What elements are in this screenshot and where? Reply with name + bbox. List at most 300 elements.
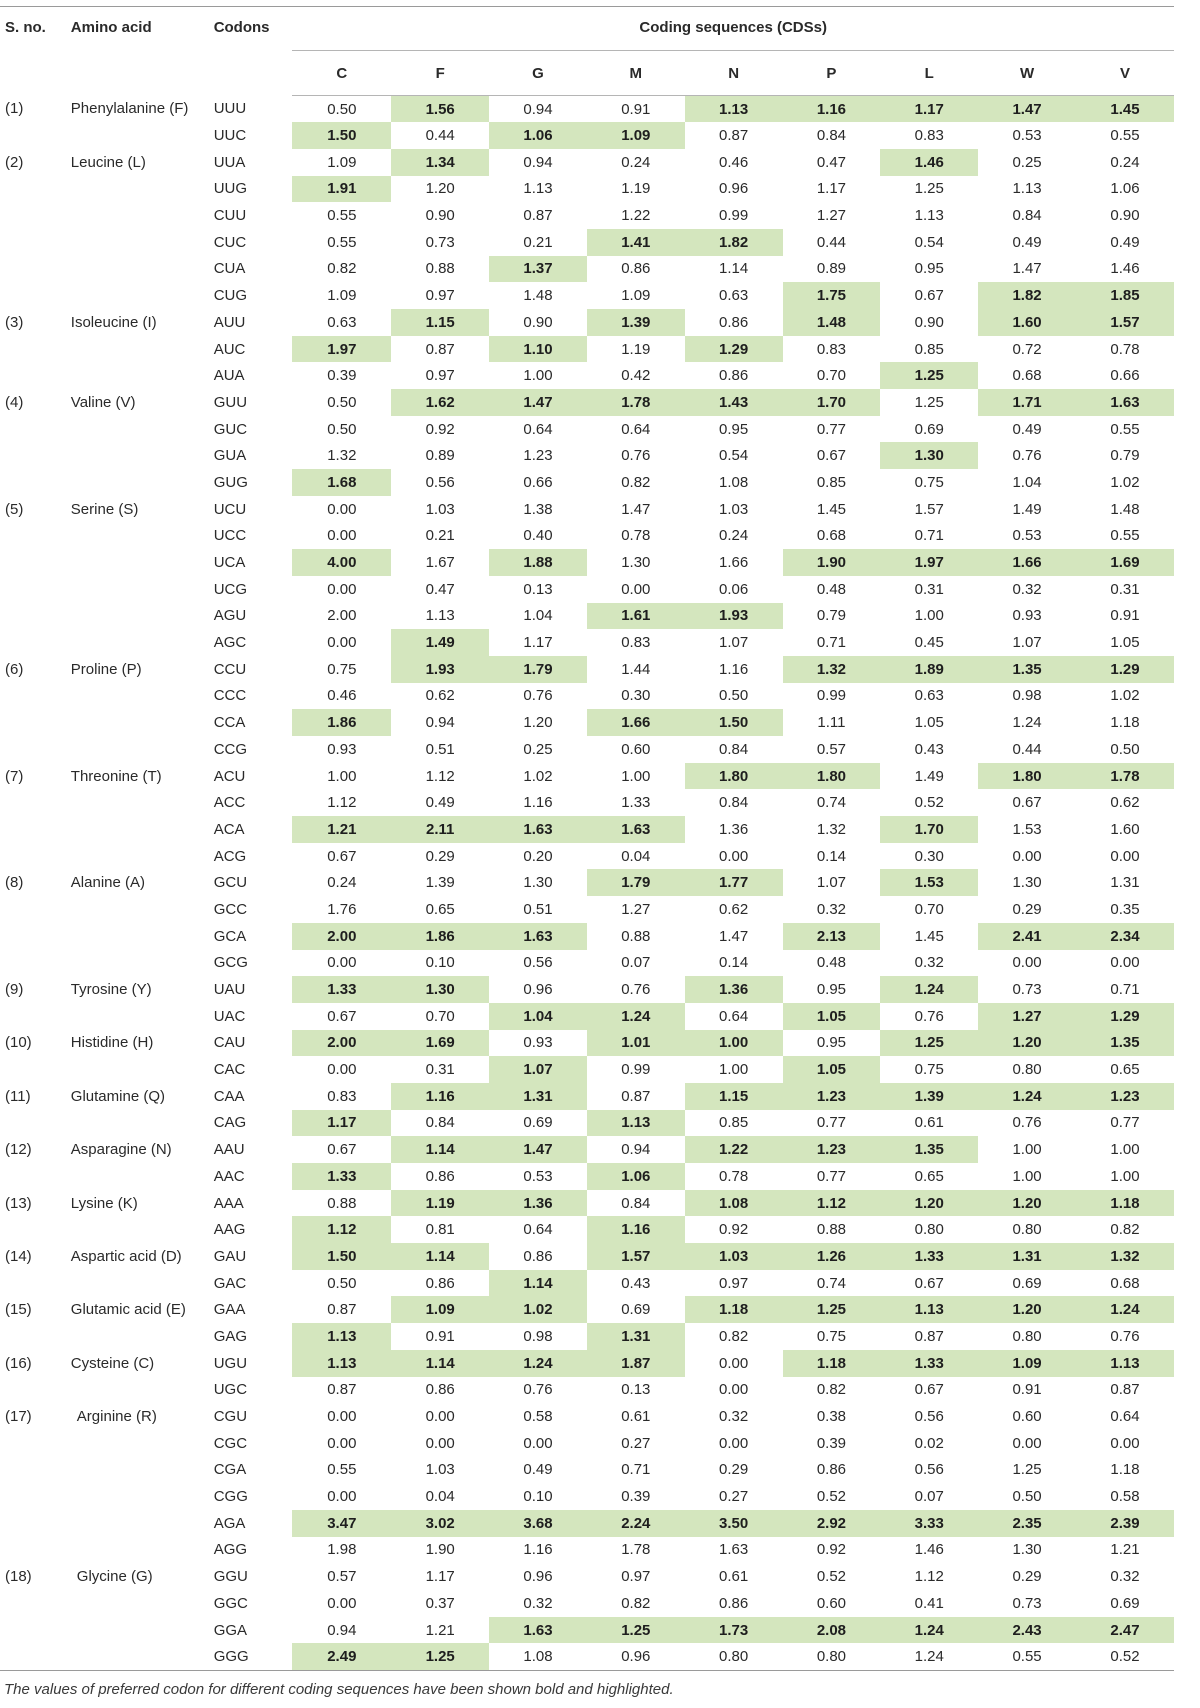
value-cell-l: 1.25 bbox=[914, 393, 944, 411]
row-sno bbox=[0, 1457, 69, 1484]
row-sno bbox=[0, 950, 69, 977]
value-cell-n: 0.95 bbox=[719, 420, 749, 438]
value-cell-m: 0.94 bbox=[621, 1141, 651, 1159]
value-cell-l: 1.35 bbox=[880, 1136, 978, 1163]
value-cell-l: 0.70 bbox=[914, 900, 944, 918]
value-cell-l: 0.71 bbox=[914, 527, 944, 545]
row-sno bbox=[0, 923, 69, 950]
value-cell-p: 0.52 bbox=[816, 1568, 847, 1586]
value-cell-w: 0.80 bbox=[1012, 1221, 1042, 1239]
row-amino-acid bbox=[69, 549, 211, 576]
value-cell-w: 1.07 bbox=[1012, 634, 1042, 652]
value-cell-n: 0.97 bbox=[719, 1274, 749, 1292]
value-cell-w: 1.13 bbox=[1012, 180, 1042, 198]
value-cell-v: 1.18 bbox=[1110, 1461, 1140, 1479]
row-codon: UAC bbox=[213, 1007, 246, 1025]
value-cell-p: 0.88 bbox=[816, 1221, 847, 1239]
value-cell-p: 1.16 bbox=[783, 96, 881, 123]
value-cell-c: 0.87 bbox=[327, 1301, 357, 1319]
value-cell-f: 0.84 bbox=[425, 1114, 455, 1132]
row-codon: AGC bbox=[213, 634, 247, 652]
value-cell-f: 1.62 bbox=[391, 389, 489, 416]
value-cell-l: 0.31 bbox=[914, 580, 944, 598]
value-cell-l: 1.33 bbox=[880, 1350, 978, 1377]
value-cell-n: 1.29 bbox=[685, 336, 783, 363]
value-cell-c: 1.13 bbox=[292, 1350, 391, 1377]
row-sno: (10) bbox=[5, 1034, 32, 1052]
value-cell-l: 1.24 bbox=[880, 1643, 978, 1670]
value-cell-f: 0.47 bbox=[425, 580, 455, 598]
value-cell-n: 0.50 bbox=[719, 687, 749, 705]
value-cell-c: 0.55 bbox=[327, 1461, 357, 1479]
value-cell-w: 1.20 bbox=[978, 1296, 1076, 1323]
value-cell-m: 0.82 bbox=[621, 473, 651, 491]
value-cell-f: 1.86 bbox=[391, 923, 489, 950]
value-cell-p: 0.48 bbox=[816, 954, 847, 972]
row-codon: CUG bbox=[213, 287, 248, 305]
value-cell-v: 1.18 bbox=[1076, 1190, 1174, 1217]
value-cell-c: 0.50 bbox=[327, 100, 357, 118]
value-cell-m: 0.76 bbox=[621, 981, 651, 999]
value-cell-g: 1.07 bbox=[489, 1056, 587, 1083]
value-cell-f: 1.16 bbox=[391, 1083, 489, 1110]
value-cell-n: 0.00 bbox=[719, 1354, 749, 1372]
table-row bbox=[0, 1296, 1174, 1323]
value-cell-g: 0.58 bbox=[523, 1408, 553, 1426]
value-cell-g: 0.21 bbox=[523, 233, 553, 251]
row-codon: UUC bbox=[213, 127, 247, 145]
row-codon: AAU bbox=[213, 1141, 245, 1159]
value-cell-p: 1.27 bbox=[816, 207, 847, 225]
value-cell-m: 0.61 bbox=[621, 1408, 651, 1426]
table-row bbox=[0, 229, 1174, 256]
table-row bbox=[0, 1323, 1174, 1350]
row-codon: ACU bbox=[213, 767, 246, 785]
row-sno bbox=[0, 1163, 69, 1190]
row-sno bbox=[0, 896, 69, 923]
row-sno bbox=[0, 816, 69, 843]
row-codon: UCG bbox=[213, 580, 248, 598]
value-cell-f: 1.03 bbox=[425, 500, 455, 518]
value-cell-w: 0.73 bbox=[1012, 981, 1042, 999]
row-sno bbox=[0, 469, 69, 496]
table-row bbox=[0, 1216, 1174, 1243]
value-cell-g: 0.20 bbox=[523, 847, 553, 865]
value-cell-c: 0.67 bbox=[327, 847, 357, 865]
value-cell-w: 0.84 bbox=[1012, 207, 1042, 225]
value-cell-m: 2.24 bbox=[587, 1510, 685, 1537]
value-cell-c: 0.75 bbox=[327, 660, 357, 678]
value-cell-v: 0.87 bbox=[1110, 1381, 1140, 1399]
value-cell-m: 1.16 bbox=[587, 1216, 685, 1243]
value-cell-v: 0.78 bbox=[1110, 340, 1140, 358]
value-cell-p: 0.68 bbox=[816, 527, 847, 545]
value-cell-n: 1.13 bbox=[685, 96, 783, 123]
value-cell-v: 1.57 bbox=[1076, 309, 1174, 336]
value-cell-l: 1.25 bbox=[880, 362, 978, 389]
row-amino-acid: Lysine (K) bbox=[70, 1194, 138, 1212]
row-amino-acid bbox=[69, 1430, 211, 1457]
value-cell-w: 0.93 bbox=[1012, 607, 1042, 625]
value-cell-g: 1.06 bbox=[489, 122, 587, 149]
row-sno bbox=[0, 1110, 69, 1137]
value-cell-w: 1.00 bbox=[1012, 1141, 1042, 1159]
value-cell-c: 1.12 bbox=[292, 1216, 391, 1243]
value-cell-v: 0.49 bbox=[1110, 233, 1140, 251]
value-cell-l: 1.33 bbox=[880, 1243, 978, 1270]
row-amino-acid bbox=[69, 1483, 211, 1510]
value-cell-m: 1.79 bbox=[587, 869, 685, 896]
value-cell-l: 0.67 bbox=[914, 287, 944, 305]
value-cell-v: 0.31 bbox=[1110, 580, 1140, 598]
row-sno bbox=[0, 1483, 69, 1510]
value-cell-f: 0.10 bbox=[425, 954, 455, 972]
value-cell-m: 1.39 bbox=[587, 309, 685, 336]
value-cell-m: 0.43 bbox=[621, 1274, 651, 1292]
value-cell-w: 0.25 bbox=[1012, 153, 1042, 171]
value-cell-n: 0.54 bbox=[719, 447, 749, 465]
value-cell-f: 1.34 bbox=[391, 149, 489, 176]
value-cell-l: 0.69 bbox=[914, 420, 944, 438]
value-cell-c: 3.47 bbox=[292, 1510, 391, 1537]
row-sno: (2) bbox=[5, 153, 24, 171]
value-cell-v: 1.00 bbox=[1110, 1167, 1140, 1185]
row-codon: AUU bbox=[213, 313, 246, 331]
value-cell-w: 0.00 bbox=[1012, 954, 1042, 972]
value-cell-v: 0.69 bbox=[1110, 1594, 1140, 1612]
value-cell-m: 1.87 bbox=[587, 1350, 685, 1377]
row-codon: CAC bbox=[213, 1061, 246, 1079]
table-row bbox=[0, 816, 1174, 843]
value-cell-n: 1.36 bbox=[685, 976, 783, 1003]
value-cell-p: 0.48 bbox=[816, 580, 847, 598]
row-amino-acid: Alanine (A) bbox=[70, 874, 145, 892]
value-cell-f: 1.69 bbox=[391, 1030, 489, 1057]
table-footnote: The values of preferred codon for different coding sequences have been shown bold and highlighted. bbox=[4, 1681, 674, 1698]
row-sno bbox=[0, 603, 69, 630]
value-cell-m: 0.24 bbox=[621, 153, 651, 171]
row-codon: CCA bbox=[213, 714, 246, 732]
value-cell-v: 1.06 bbox=[1110, 180, 1140, 198]
value-cell-p: 0.77 bbox=[816, 420, 847, 438]
row-sno: (8) bbox=[5, 874, 24, 892]
row-sno: (5) bbox=[5, 500, 24, 518]
row-amino-acid bbox=[69, 576, 211, 603]
value-cell-v: 0.55 bbox=[1110, 527, 1140, 545]
row-amino-acid bbox=[69, 362, 211, 389]
value-cell-g: 0.25 bbox=[523, 740, 553, 758]
value-cell-n: 1.80 bbox=[685, 763, 783, 790]
value-cell-m: 1.63 bbox=[587, 816, 685, 843]
value-cell-c: 4.00 bbox=[292, 549, 391, 576]
value-cell-w: 1.71 bbox=[978, 389, 1076, 416]
value-cell-l: 0.54 bbox=[914, 233, 944, 251]
value-cell-m: 0.60 bbox=[621, 740, 651, 758]
value-cell-c: 2.49 bbox=[292, 1643, 391, 1670]
value-cell-m: 1.01 bbox=[587, 1030, 685, 1057]
value-cell-f: 0.62 bbox=[425, 687, 455, 705]
value-cell-p: 0.57 bbox=[816, 740, 847, 758]
row-sno bbox=[0, 549, 69, 576]
table-row bbox=[0, 923, 1174, 950]
value-cell-w: 0.32 bbox=[1012, 580, 1042, 598]
row-codon: AAG bbox=[213, 1221, 246, 1239]
value-cell-l: 0.85 bbox=[914, 340, 944, 358]
row-amino-acid bbox=[69, 709, 211, 736]
value-cell-n: 1.00 bbox=[719, 1061, 749, 1079]
row-amino-acid bbox=[69, 629, 211, 656]
row-amino-acid: Cysteine (C) bbox=[70, 1354, 155, 1372]
value-cell-l: 0.52 bbox=[914, 794, 944, 812]
value-cell-g: 1.47 bbox=[489, 1136, 587, 1163]
row-amino-acid bbox=[69, 202, 211, 229]
row-codon: GUU bbox=[213, 393, 248, 411]
value-cell-n: 1.03 bbox=[685, 1243, 783, 1270]
value-cell-c: 1.98 bbox=[327, 1541, 357, 1559]
value-cell-m: 1.61 bbox=[587, 603, 685, 630]
header-sno: S. no. bbox=[0, 7, 69, 96]
value-cell-w: 1.27 bbox=[978, 1003, 1076, 1030]
value-cell-f: 1.39 bbox=[425, 874, 455, 892]
value-cell-l: 1.39 bbox=[880, 1083, 978, 1110]
table-row bbox=[0, 1617, 1174, 1644]
value-cell-g: 1.16 bbox=[523, 1541, 553, 1559]
value-cell-l: 0.30 bbox=[914, 847, 944, 865]
value-cell-n: 0.64 bbox=[719, 1007, 749, 1025]
row-codon: CCG bbox=[213, 740, 248, 758]
value-cell-v: 0.68 bbox=[1110, 1274, 1140, 1292]
header-codons: Codons bbox=[211, 7, 293, 96]
value-cell-w: 0.00 bbox=[1012, 1434, 1042, 1452]
value-cell-v: 1.29 bbox=[1076, 1003, 1174, 1030]
value-cell-v: 1.13 bbox=[1076, 1350, 1174, 1377]
value-cell-p: 2.08 bbox=[783, 1617, 881, 1644]
table-row bbox=[0, 1270, 1174, 1297]
row-sno bbox=[0, 1056, 69, 1083]
value-cell-l: 0.90 bbox=[914, 313, 944, 331]
value-cell-v: 0.71 bbox=[1110, 981, 1140, 999]
value-cell-n: 0.62 bbox=[719, 900, 749, 918]
table-row bbox=[0, 950, 1174, 977]
value-cell-c: 0.00 bbox=[327, 1408, 357, 1426]
row-amino-acid: Glutamine (Q) bbox=[70, 1087, 165, 1105]
value-cell-m: 1.25 bbox=[587, 1617, 685, 1644]
header-cds-f: F bbox=[391, 51, 489, 96]
value-cell-l: 0.83 bbox=[914, 127, 944, 145]
table-row bbox=[0, 629, 1174, 656]
value-cell-p: 0.47 bbox=[816, 153, 847, 171]
row-sno: (3) bbox=[5, 313, 24, 331]
value-cell-v: 0.52 bbox=[1076, 1643, 1174, 1670]
value-cell-v: 0.50 bbox=[1110, 740, 1140, 758]
row-sno bbox=[0, 1377, 69, 1404]
table-row bbox=[0, 96, 1174, 123]
value-cell-l: 0.87 bbox=[914, 1327, 944, 1345]
value-cell-w: 0.49 bbox=[1012, 233, 1042, 251]
value-cell-p: 1.25 bbox=[783, 1296, 881, 1323]
value-cell-c: 1.50 bbox=[292, 122, 391, 149]
row-codon: CAG bbox=[213, 1114, 247, 1132]
table-row bbox=[0, 1377, 1174, 1404]
value-cell-m: 0.83 bbox=[621, 634, 651, 652]
value-cell-f: 0.51 bbox=[425, 740, 455, 758]
value-cell-f: 0.29 bbox=[425, 847, 455, 865]
value-cell-p: 0.77 bbox=[816, 1114, 847, 1132]
value-cell-n: 0.99 bbox=[719, 207, 749, 225]
value-cell-g: 0.56 bbox=[523, 954, 553, 972]
row-codon: UAU bbox=[213, 981, 246, 999]
row-codon: GGU bbox=[213, 1568, 248, 1586]
value-cell-f: 0.86 bbox=[425, 1167, 455, 1185]
value-cell-n: 0.84 bbox=[719, 794, 749, 812]
value-cell-p: 0.79 bbox=[816, 607, 847, 625]
value-cell-w: 1.00 bbox=[1012, 1167, 1042, 1185]
row-amino-acid bbox=[69, 683, 211, 710]
value-cell-w: 1.66 bbox=[978, 549, 1076, 576]
value-cell-l: 1.20 bbox=[880, 1190, 978, 1217]
row-sno bbox=[0, 576, 69, 603]
row-sno bbox=[0, 1643, 69, 1670]
value-cell-p: 1.32 bbox=[783, 656, 881, 683]
row-amino-acid bbox=[69, 1510, 211, 1537]
row-sno: (11) bbox=[5, 1087, 31, 1105]
value-cell-g: 0.94 bbox=[523, 100, 553, 118]
value-cell-n: 0.46 bbox=[719, 153, 749, 171]
value-cell-c: 0.55 bbox=[327, 207, 357, 225]
value-cell-m: 0.71 bbox=[621, 1461, 651, 1479]
value-cell-p: 1.05 bbox=[783, 1056, 881, 1083]
value-cell-m: 1.27 bbox=[621, 900, 651, 918]
value-cell-w: 0.80 bbox=[1012, 1327, 1042, 1345]
value-cell-l: 1.89 bbox=[880, 656, 978, 683]
value-cell-g: 0.66 bbox=[523, 473, 553, 491]
header-cds-w: W bbox=[978, 51, 1076, 96]
value-cell-p: 1.18 bbox=[783, 1350, 881, 1377]
value-cell-v: 0.00 bbox=[1110, 847, 1140, 865]
value-cell-n: 0.78 bbox=[719, 1167, 749, 1185]
value-cell-c: 1.50 bbox=[292, 1243, 391, 1270]
table-row bbox=[0, 763, 1174, 790]
value-cell-v: 0.66 bbox=[1110, 367, 1140, 385]
value-cell-m: 0.13 bbox=[621, 1381, 651, 1399]
value-cell-c: 2.00 bbox=[292, 1030, 391, 1057]
row-sno bbox=[0, 1003, 69, 1030]
value-cell-g: 1.17 bbox=[523, 634, 553, 652]
value-cell-w: 0.55 bbox=[978, 1643, 1076, 1670]
value-cell-c: 0.00 bbox=[327, 500, 357, 518]
value-cell-v: 0.55 bbox=[1110, 420, 1140, 438]
row-amino-acid bbox=[69, 1537, 211, 1564]
value-cell-p: 0.89 bbox=[816, 260, 847, 278]
value-cell-w: 1.47 bbox=[978, 96, 1076, 123]
value-cell-n: 1.00 bbox=[685, 1030, 783, 1057]
value-cell-w: 0.73 bbox=[1012, 1594, 1042, 1612]
value-cell-c: 0.67 bbox=[327, 1141, 357, 1159]
value-cell-m: 1.78 bbox=[621, 1541, 651, 1559]
value-cell-n: 1.07 bbox=[719, 634, 749, 652]
value-cell-l: 1.30 bbox=[880, 442, 978, 469]
value-cell-g: 0.96 bbox=[523, 1568, 553, 1586]
value-cell-f: 1.56 bbox=[391, 96, 489, 123]
value-cell-n: 0.84 bbox=[719, 740, 749, 758]
value-cell-m: 1.44 bbox=[621, 660, 651, 678]
row-amino-acid: Glycine (G) bbox=[76, 1568, 153, 1586]
value-cell-v: 1.35 bbox=[1076, 1030, 1174, 1057]
value-cell-f: 1.19 bbox=[391, 1190, 489, 1217]
value-cell-m: 0.76 bbox=[621, 447, 651, 465]
value-cell-l: 1.45 bbox=[914, 927, 944, 945]
value-cell-g: 3.68 bbox=[489, 1510, 587, 1537]
value-cell-p: 1.07 bbox=[816, 874, 847, 892]
value-cell-l: 1.13 bbox=[880, 1296, 978, 1323]
row-sno bbox=[0, 1270, 69, 1297]
value-cell-c: 1.76 bbox=[327, 900, 357, 918]
value-cell-c: 1.00 bbox=[327, 767, 357, 785]
value-cell-v: 2.34 bbox=[1076, 923, 1174, 950]
value-cell-c: 0.00 bbox=[327, 634, 357, 652]
value-cell-n: 1.47 bbox=[719, 927, 749, 945]
value-cell-g: 1.48 bbox=[523, 287, 553, 305]
value-cell-v: 0.65 bbox=[1110, 1061, 1140, 1079]
value-cell-m: 0.84 bbox=[621, 1194, 651, 1212]
table-row bbox=[0, 1537, 1174, 1564]
value-cell-m: 1.41 bbox=[587, 229, 685, 256]
value-cell-c: 0.00 bbox=[327, 1594, 357, 1612]
value-cell-c: 0.50 bbox=[327, 393, 357, 411]
value-cell-p: 0.14 bbox=[816, 847, 847, 865]
row-amino-acid bbox=[69, 336, 211, 363]
value-cell-g: 1.13 bbox=[523, 180, 553, 198]
table-row bbox=[0, 1136, 1174, 1163]
value-cell-c: 2.00 bbox=[292, 923, 391, 950]
value-cell-f: 1.13 bbox=[425, 607, 455, 625]
value-cell-c: 0.00 bbox=[327, 954, 357, 972]
row-amino-acid bbox=[69, 256, 211, 283]
row-sno bbox=[0, 229, 69, 256]
value-cell-n: 0.80 bbox=[685, 1643, 783, 1670]
row-codon: CUC bbox=[213, 233, 247, 251]
table-row bbox=[0, 576, 1174, 603]
value-cell-f: 0.49 bbox=[425, 794, 455, 812]
row-amino-acid bbox=[69, 816, 211, 843]
table-row bbox=[0, 1056, 1174, 1083]
value-cell-l: 0.02 bbox=[914, 1434, 944, 1452]
row-amino-acid bbox=[69, 789, 211, 816]
value-cell-g: 1.04 bbox=[523, 607, 553, 625]
value-cell-w: 1.24 bbox=[978, 1083, 1076, 1110]
value-cell-f: 1.14 bbox=[391, 1136, 489, 1163]
value-cell-p: 0.82 bbox=[816, 1381, 847, 1399]
row-sno bbox=[0, 336, 69, 363]
row-sno bbox=[0, 789, 69, 816]
row-amino-acid bbox=[69, 1377, 211, 1404]
value-cell-w: 1.30 bbox=[1012, 1541, 1042, 1559]
value-cell-p: 0.52 bbox=[816, 1488, 847, 1506]
value-cell-v: 1.31 bbox=[1110, 874, 1140, 892]
row-amino-acid: Valine (V) bbox=[70, 393, 136, 411]
value-cell-v: 0.00 bbox=[1110, 954, 1140, 972]
value-cell-p: 0.84 bbox=[816, 127, 847, 145]
value-cell-w: 2.35 bbox=[978, 1510, 1076, 1537]
row-amino-acid bbox=[69, 1003, 211, 1030]
value-cell-m: 1.19 bbox=[621, 180, 651, 198]
value-cell-n: 1.63 bbox=[719, 1541, 749, 1559]
value-cell-m: 1.78 bbox=[587, 389, 685, 416]
table-row bbox=[0, 549, 1174, 576]
table-row bbox=[0, 869, 1174, 896]
row-sno: (9) bbox=[5, 981, 24, 999]
row-sno bbox=[0, 176, 69, 203]
